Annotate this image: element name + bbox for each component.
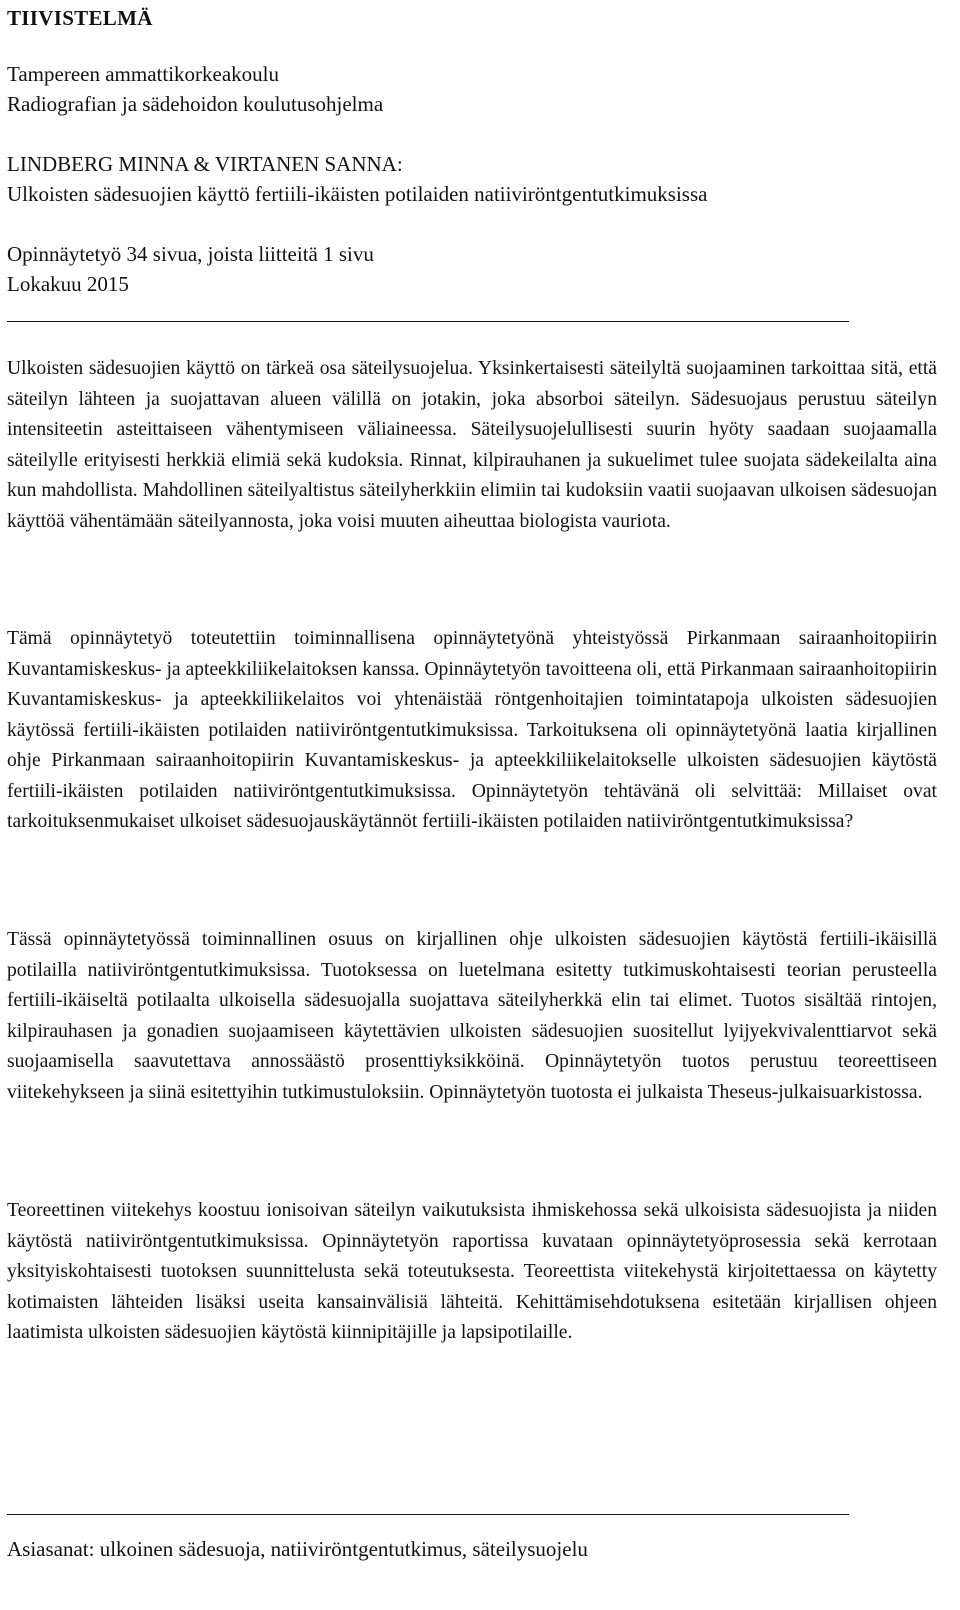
page-title: TIIVISTELMÄ xyxy=(7,6,153,30)
abstract-paragraph-4: Teoreettinen viitekehys koostuu ionisoivan säteilyn vaikutuksista ihmiskehossa sekä ulkoisista sädesuojista ja niiden käytöstä natiiviröntgentutkimuksissa. Opinnäytetyön raportissa kuvataan opinnäytetyöprosessia sekä kerrotaan yksityiskohtaisesti tuotoksen suunnittelusta sekä toteutuksesta. Teoreettista viitekehystä kirjoitettaessa on käytetty kotimaisten lähteiden lisäksi useita kansainvälisiä lähteitä. Kehittämisehdotuksena esitetään kirjallisen ohjeen laatimista ulkoisten sädesuojien käytöstä kiinnipitäjille ja lapsipotilaille. xyxy=(7,1200,937,1343)
school-name: Tampereen ammattikorkeakoulu xyxy=(7,62,280,86)
thesis-title: Ulkoisten sädesuojien käyttö fertiili-ikäisten potilaiden natiiviröntgentutkimuksissa xyxy=(7,182,708,206)
abstract-paragraph-2: Tämä opinnäytetyö toteutettiin toiminnallisena opinnäytetyönä yhteistyössä Pirkanmaan sairaanhoitopiirin Kuvantamiskeskus- ja apteekkiliikelaitoksen kanssa. Opinnäytetyön tavoitteena oli, että Pirkanmaan sairaanhoitopiirin Kuvantamiskeskus- ja apteekkiliikelaitos voi yhtenäistää röntgenhoitajien toimintatapoja ulkoisten sädesuojien käytössä fertiili-ikäisten potilaiden natiiviröntgentutkimuksissa. Tarkoituksena oli opinnäytetyönä laatia kirjallinen ohje Pirkanmaan sairaanhoitopiirin Kuvantamiskeskus- ja apteekkiliikelaitokselle ulkoisten sädesuojien käytöstä fertiili-ikäisten potilaiden natiiviröntgentutkimuksissa. Opinnäytetyön tehtävänä oli selvittää: Millaiset ovat tarkoituksenmukaiset ulkoiset sädesuojauskäytännöt fertiili-ikäisten potilaiden natiiviröntgentutkimuksissa? xyxy=(7,628,937,832)
top-divider xyxy=(7,321,849,322)
bottom-divider xyxy=(7,1514,849,1515)
abstract-paragraph-3: Tässä opinnäytetyössä toiminnallinen osuus on kirjallinen ohje ulkoisten sädesuojien käytöstä fertiili-ikäisillä potilailla natiiviröntgentutkimuksissa. Tuotoksessa on luetelmana esitetty tutkimuskohtaisesti teorian perusteella fertiili-ikäiseltä potilaalta ulkoisella sädesuojalla suojattava säteilyherkkä elin tai elimet. Tuotos sisältää rintojen, kilpirauhasen ja gonadien suojaamiseen käytettävien ulkoisten sädesuojien suositellut lyijyekvivalenttiarvot sekä suojaamisella saavutettava annossäästö prosenttiyksikköinä. Opinnäytetyön tuotos perustuu teoreettiseen viitekehykseen ja siinä esitettyihin tutkimustuloksiin. Opinnäytetyön tuotosta ei julkaista Theseus-julkaisuarkistossa. xyxy=(7,929,937,1103)
thesis-authors: LINDBERG MINNA & VIRTANEN SANNA: xyxy=(7,152,403,176)
thesis-pages: Opinnäytetyö 34 sivua, joista liitteitä 1 sivu xyxy=(7,242,374,266)
programme-name: Radiografian ja sädehoidon koulutusohjelma xyxy=(7,92,384,116)
abstract-paragraph-1: Ulkoisten sädesuojien käyttö on tärkeä osa säteilysuojelua. Yksinkertaisesti säteilyltä suojaaminen tarkoittaa sitä, että säteilyn lähteen ja suojattavan alueen välillä on jotakin, joka absorboi säteilyn. Sädesuojaus perustuu säteilyn intensiteetin asteittaiseen vähentymiseen väliaineessa. Säteilysuojelullisesti suurin hyöty saadaan suojaamalla säteilylle erityisesti herkkiä elimiä sekä kudoksia. Rinnat, kilpirauhanen ja sukuelimet tulee suojata sädekeilalta aina kun mahdollista. Mahdollinen säteilyaltistus säteilyherkkiin elimiin tai kudoksiin vaatii suojaavan ulkoisen sädesuojan käyttöä vähentämään säteilyannosta, joka voisi muuten aiheuttaa biologista vauriota. xyxy=(7,358,937,532)
keywords-line: Asiasanat: ulkoinen sädesuoja, natiiviröntgentutkimus, säteilysuojelu xyxy=(7,1537,588,1561)
thesis-date: Lokakuu 2015 xyxy=(7,272,129,296)
